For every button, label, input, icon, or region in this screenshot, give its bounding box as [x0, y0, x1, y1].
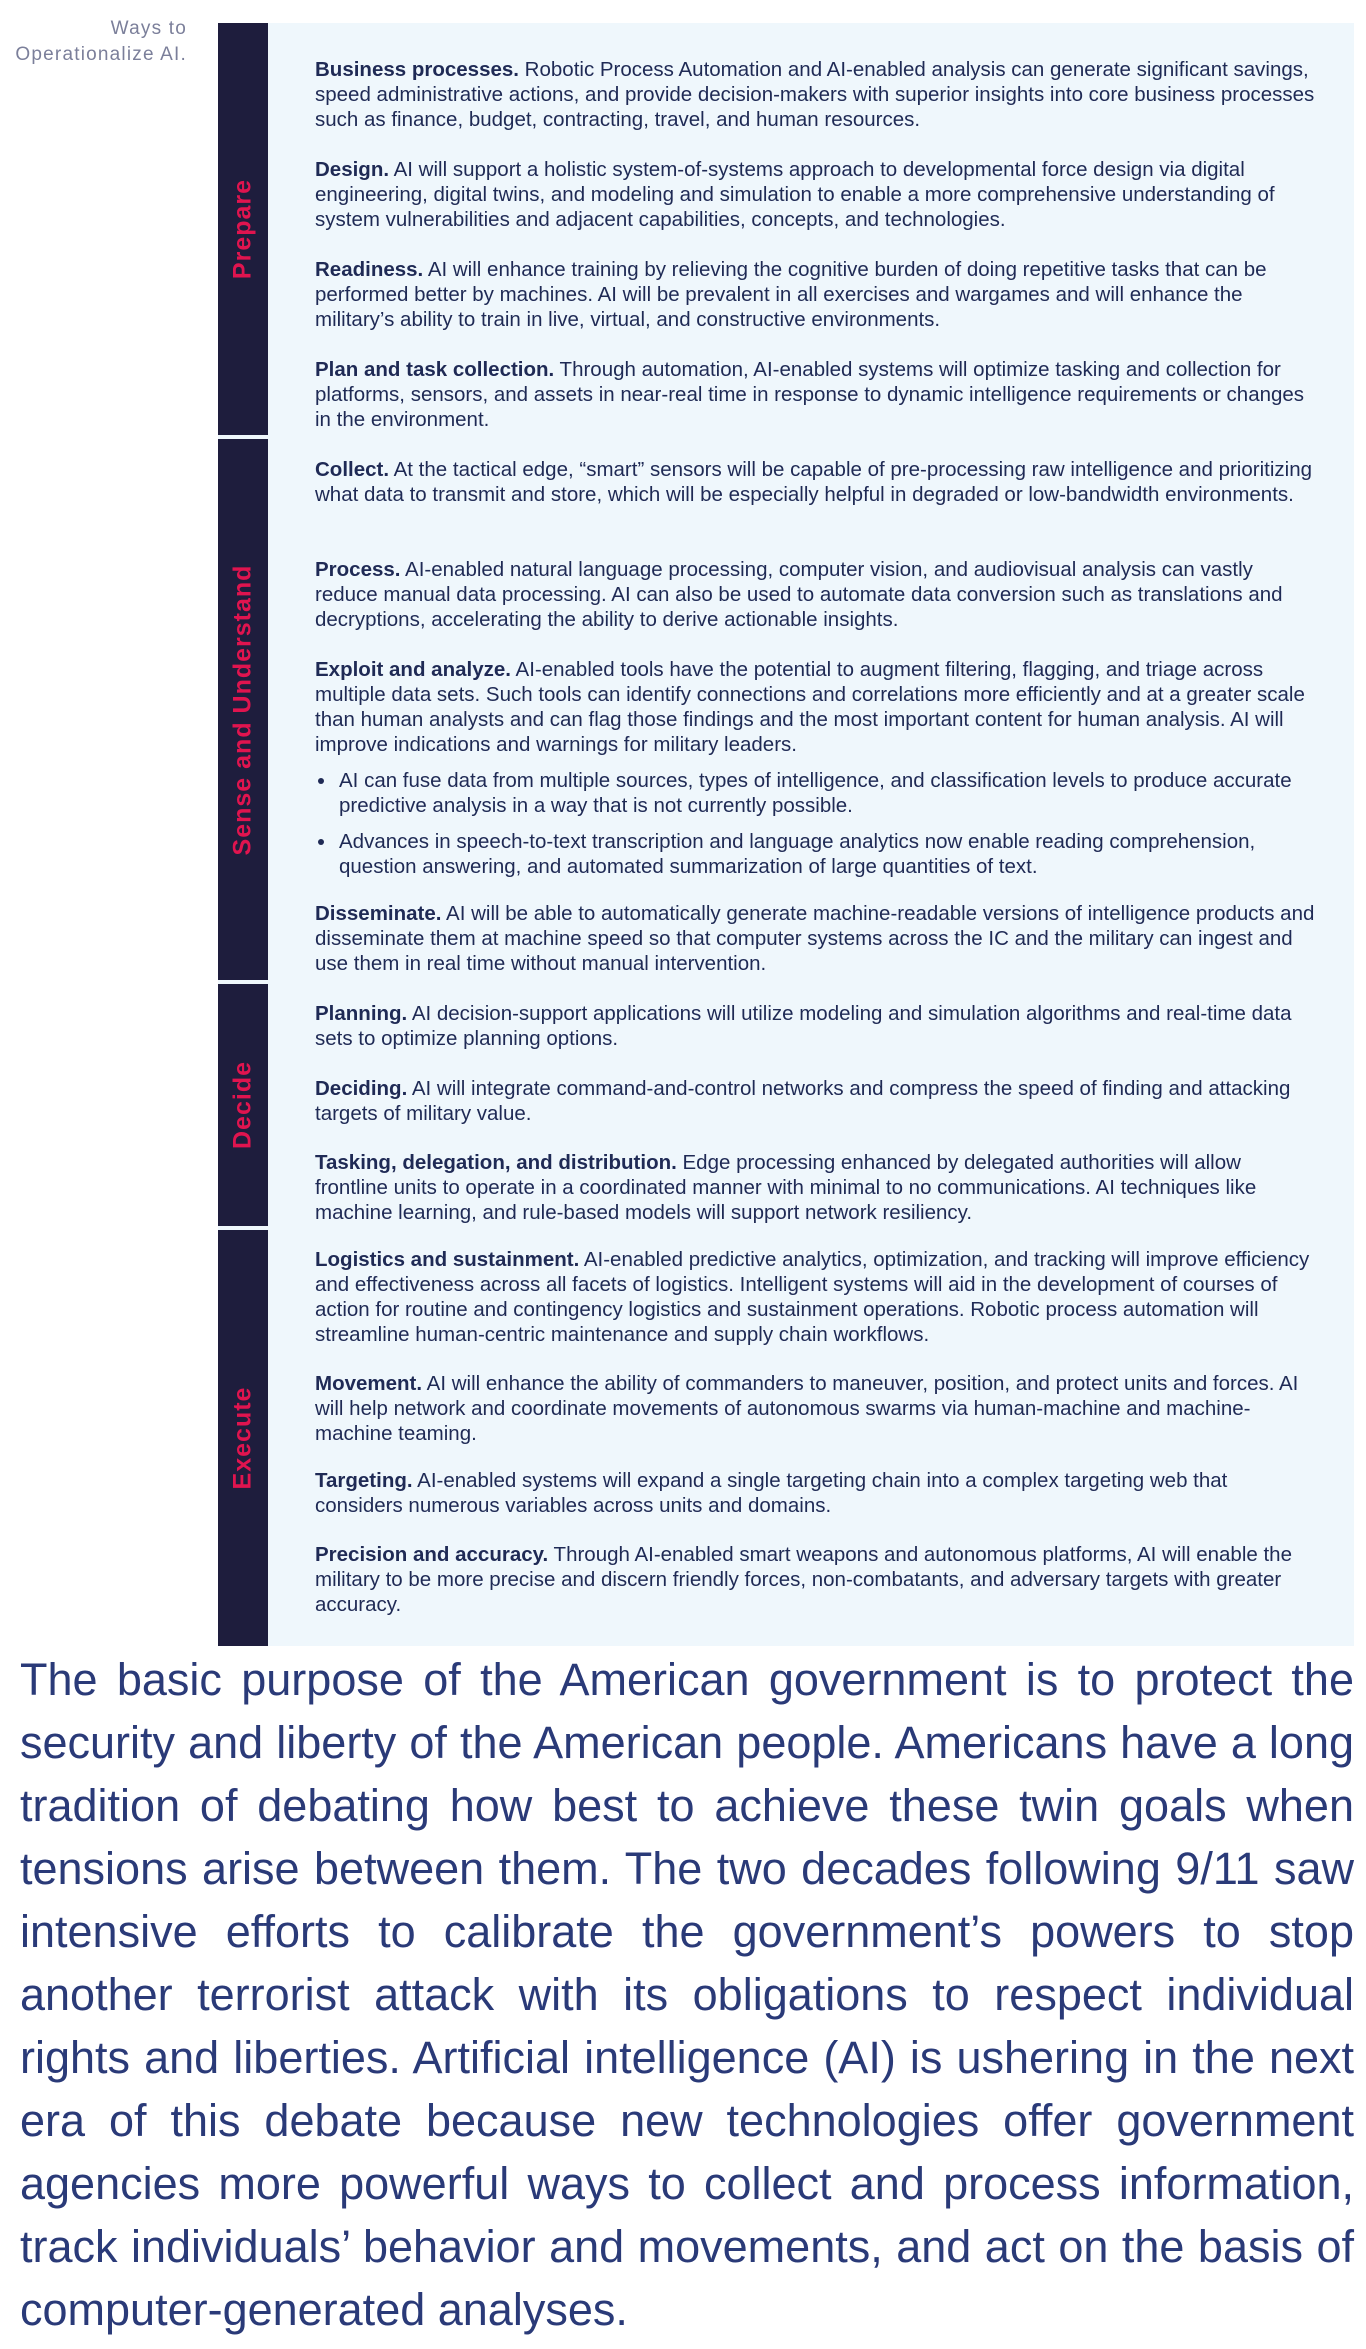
entry-text: AI-enabled natural language processing, computer vision, and audiovisual analysis can vastly reduce manual data processing. AI can also be used to automate data conversion such as translations and decryptions, accelerating the ability to derive actionable insights.	[315, 558, 1283, 631]
entry-term: Logistics and sustainment.	[315, 1248, 580, 1271]
entry-term: Collect.	[315, 458, 390, 481]
entry-term: Plan and task collection.	[315, 358, 555, 381]
entry-design	[315, 157, 1317, 232]
entry-text: Through automation, AI-enabled systems will optimize tasking and collection for platforms, sensors, and assets in near-real time in response to dynamic intelligence requirements or changes in the environment.	[315, 358, 1305, 431]
section-bar-sense-and-understand	[218, 439, 268, 980]
list-item	[315, 768, 1317, 818]
bullet-text: AI can fuse data from multiple sources, types of intelligence, and classification levels to produce accurate predictive analysis in a way that is not currently possible.	[339, 769, 1292, 817]
section-label-sense-and-understand: Sense and Understand	[228, 564, 257, 855]
entry-disseminate	[315, 901, 1317, 976]
entry-movement	[315, 1371, 1317, 1446]
bullet-icon	[318, 839, 324, 845]
entry-term: Design.	[315, 158, 390, 181]
entry-term: Movement.	[315, 1372, 423, 1395]
entry-collect	[315, 457, 1317, 507]
sidebar-caption: Ways to Operationalize AI.	[15, 18, 187, 65]
entry-term: Process.	[315, 558, 401, 581]
entry-business-processes	[315, 57, 1317, 132]
entry-text: AI will enhance the ability of commanders to maneuver, position, and protect units and forces. AI will help network and coordinate movements of autonomous swarms via human-machine and machine-machine teaming.	[315, 1372, 1299, 1445]
entry-term: Disseminate.	[315, 902, 442, 925]
entry-term: Planning.	[315, 1002, 408, 1025]
bullet-text: Advances in speech-to-text transcription and language analytics now enable reading comprehension, question answering, and automated summarization of large quantities of text.	[339, 830, 1256, 878]
entry-text: Through AI-enabled smart weapons and autonomous platforms, AI will enable the military to be more precise and discern friendly forces, non-combatants, and adversary targets with greater accuracy.	[315, 1543, 1292, 1616]
entry-term: Business processes.	[315, 58, 519, 81]
entry-process	[315, 557, 1317, 632]
entry-text: AI will integrate command-and-control networks and compress the speed of finding and attacking targets of military value.	[315, 1077, 1291, 1125]
bullet-list	[315, 768, 1317, 879]
entry-text: Robotic Process Automation and AI-enabled analysis can generate significant savings, speed administrative actions, and provide decision-makers with superior insights into core business processes such as finance, budget, contracting, travel, and human resources.	[315, 58, 1315, 131]
entry-term: Deciding.	[315, 1077, 408, 1100]
entry-text: AI will support a holistic system-of-systems approach to developmental force design via digital engineering, digital twins, and modeling and simulation to enable a more comprehensive understanding of system vulnerabilities and adjacent capabilities, concepts, and technologies.	[315, 158, 1275, 231]
entry-plan-and-task-collection	[315, 357, 1317, 432]
section-label-execute: Execute	[228, 1386, 257, 1490]
entry-text: AI-enabled tools have the potential to augment filtering, flagging, and triage across multiple data sets. Such tools can identify connections and correlations more efficiently and at a greater scale than human analysts and can flag those findings and the most important content for human analysis. AI will improve indications and warnings for military leaders.	[315, 658, 1305, 756]
entry-text: AI-enabled predictive analytics, optimization, and tracking will improve efficiency and effectiveness across all facets of logistics. Intelligent systems will aid in the development of courses of action for routine and contingency logistics and sustainment operations. Robotic process automation will streamline human-centric maintenance and supply chain workflows.	[315, 1248, 1310, 1346]
entry-logistics-and-sustainment	[315, 1247, 1317, 1347]
entry-deciding	[315, 1076, 1317, 1126]
entry-term: Exploit and analyze.	[315, 658, 511, 681]
entry-precision-and-accuracy	[315, 1542, 1317, 1617]
entry-readiness	[315, 257, 1317, 332]
entry-text: AI decision-support applications will utilize modeling and simulation algorithms and real-time data sets to optimize planning options.	[315, 1002, 1292, 1050]
section-bar-prepare	[218, 23, 268, 435]
section-label-decide: Decide	[228, 1061, 257, 1149]
entry-planning	[315, 1001, 1317, 1051]
bullet-icon	[318, 778, 324, 784]
section-label-prepare: Prepare	[228, 178, 257, 280]
section-bar-execute	[218, 1230, 268, 1646]
entry-targeting	[315, 1468, 1317, 1518]
entry-exploit-and-analyze	[315, 657, 1317, 879]
entry-term: Tasking, delegation, and distribution.	[315, 1151, 677, 1174]
entry-text: AI will enhance training by relieving the cognitive burden of doing repetitive tasks that can be performed better by machines. AI will be prevalent in all exercises and wargames and will enhance the military’s ability to train in live, virtual, and constructive environments.	[315, 258, 1267, 331]
entry-text: AI-enabled systems will expand a single targeting chain into a complex targeting web that considers numerous variables across units and domains.	[315, 1469, 1228, 1517]
entry-tasking-delegation-distribution	[315, 1150, 1317, 1225]
section-bar-decide	[218, 984, 268, 1226]
entry-term: Precision and accuracy.	[315, 1543, 549, 1566]
entry-text: At the tactical edge, “smart” sensors will be capable of pre-processing raw intelligence and prioritizing what data to transmit and store, which will be especially helpful in degraded or low-bandwidth environments.	[315, 458, 1312, 506]
body-paragraph: The basic purpose of the American government is to protect the security and liberty of the American people. Americans have a long tradition of debating how best to achieve these twin goals when tensions arise between them. The two decades following 9/11 saw intensive efforts to calibrate the government’s powers to stop another terrorist attack with its obligations to respect individual rights and liberties. Artificial intelligence (AI) is ushering in the next era of this debate because new technologies offer government agencies more powerful ways to collect and process information, track individuals’ behavior and movements, and act on the basis of computer-generated analyses.	[20, 1654, 1354, 2335]
entry-term: Targeting.	[315, 1469, 413, 1492]
list-item	[315, 829, 1317, 879]
entry-text: AI will be able to automatically generate machine-readable versions of intelligence products and disseminate them at machine speed so that computer systems across the IC and the military can ingest and use them in real time without manual intervention.	[315, 902, 1315, 975]
entry-text: Edge processing enhanced by delegated authorities will allow frontline units to operate in a coordinated manner with minimal to no communications. AI techniques like machine learning, and rule-based models will support network resiliency.	[315, 1151, 1257, 1224]
entry-term: Readiness.	[315, 258, 424, 281]
